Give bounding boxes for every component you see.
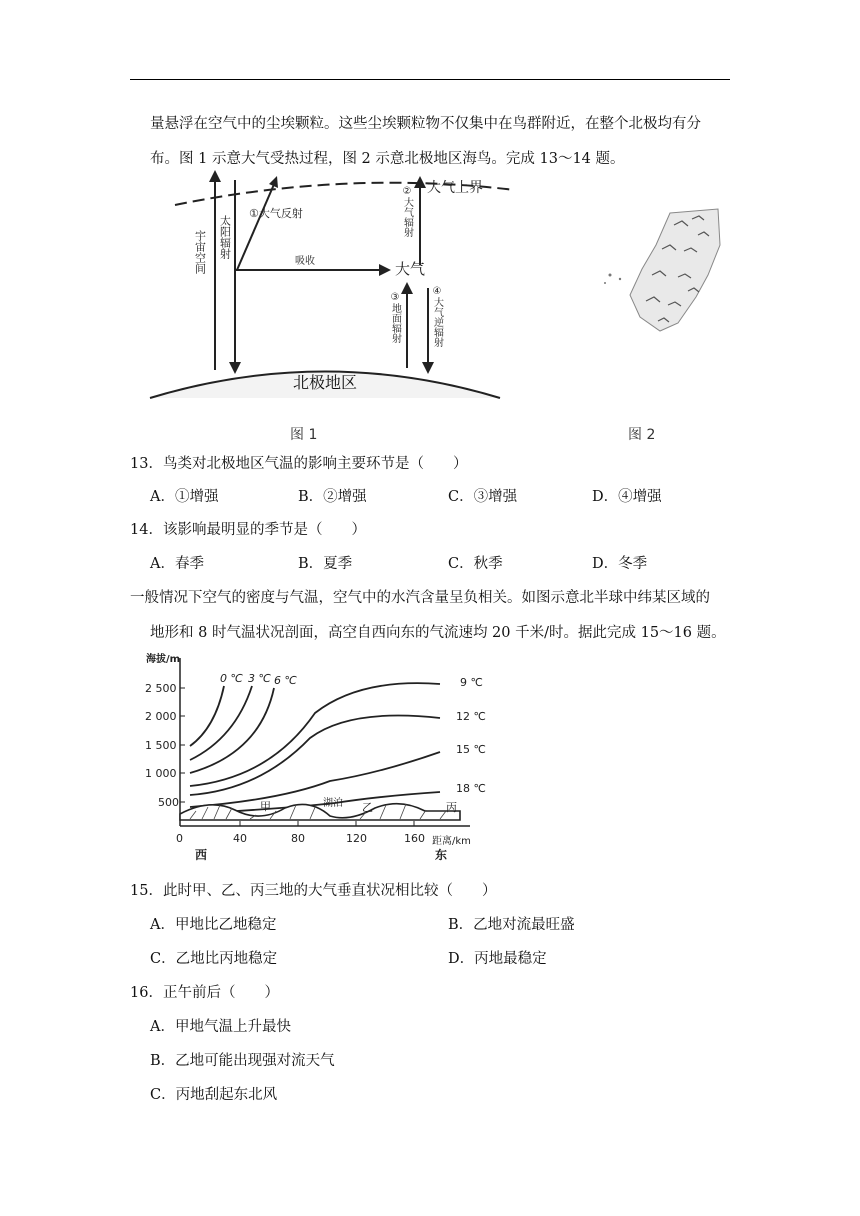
fig3-iso-15: 15 ℃ (456, 743, 486, 756)
figure-2-seabird-image (600, 205, 730, 335)
fig3-ytick: 1 500 (145, 739, 177, 752)
fig3-iso-12: 12 ℃ (456, 710, 486, 723)
fig3-place-lake: 湖泊 (323, 798, 343, 809)
fig3-iso-0: 0 ℃ (220, 672, 243, 685)
q14-option-a[interactable]: A．春季 (150, 556, 204, 572)
fig3-place-yi: 乙 (362, 801, 373, 814)
passage2-line2: 地形和 8 时气温状况剖面，高空自西向东的气流速均 20 千米/时。据此完成 15～16 题。 (150, 625, 726, 641)
fig3-xtick: 160 (404, 832, 425, 845)
fig1-caption: 图 1 (290, 427, 318, 443)
q16-option-a[interactable]: A．甲地气温上升最快 (150, 1019, 291, 1035)
fig1-label-3: ③地面辐射 (389, 292, 401, 343)
fig3-place-bing: 丙 (446, 801, 457, 814)
fig1-label-absorb: 吸收 (295, 256, 315, 267)
q15-option-a[interactable]: A．甲地比乙地稳定 (150, 917, 277, 933)
fig3-place-jia: 甲 (260, 800, 271, 813)
figure-1-atmosphere-heating (145, 170, 525, 410)
q15-option-d[interactable]: D．丙地最稳定 (448, 951, 547, 967)
fig3-iso-6: 6 ℃ (274, 674, 297, 687)
q15-option-c[interactable]: C．乙地比丙地稳定 (150, 951, 278, 967)
fig3-iso-18: 18 ℃ (456, 782, 486, 795)
q16-option-c[interactable]: C．丙地刮起东北风 (150, 1087, 278, 1103)
q15-option-b[interactable]: B．乙地对流最旺盛 (448, 917, 575, 933)
fig1-label-4: ④大气逆辐射 (431, 286, 443, 347)
fig3-xtick: 80 (291, 832, 305, 845)
passage1-line1: 量悬浮在空气中的尘埃颗粒。这些尘埃颗粒物不仅集中在鸟群附近，在整个北极均有分 (150, 116, 701, 132)
fig3-xlabel: 距离/km (432, 836, 471, 847)
q13-option-d[interactable]: D．④增强 (592, 489, 662, 505)
fig3-xtick: 120 (346, 832, 367, 845)
fig3-ytick: 1 000 (145, 767, 177, 780)
q13-stem: 13．鸟类对北极地区气温的影响主要环节是（ ） (130, 456, 468, 472)
q14-option-c[interactable]: C．秋季 (448, 556, 503, 572)
fig1-label-reflect: ①大气反射 (249, 207, 303, 220)
fig1-label-solar: 太阳辐射 (218, 215, 232, 259)
passage2-line1: 一般情况下空气的密度与气温，空气中的水汽含量呈负相关。如图示意北半球中纬某区域的 (130, 590, 710, 606)
passage1-line2: 布。图 1 示意大气受热过程，图 2 示意北极地区海鸟。完成 13～14 题。 (150, 151, 625, 167)
fig1-label-ground: 北极地区 (293, 373, 358, 392)
fig3-xtick: 40 (233, 832, 247, 845)
q14-stem: 14．该影响最明显的季节是（ ） (130, 522, 366, 538)
fig3-iso-9: 9 ℃ (460, 676, 483, 689)
fig3-ytick: 2 500 (145, 682, 177, 695)
fig2-caption: 图 2 (628, 427, 656, 443)
fig3-ylabel: 海拔/m (146, 654, 181, 665)
fig3-xtick: 0 (176, 832, 183, 845)
fig3-ytick: 500 (158, 796, 179, 809)
fig1-label-space: 宇宙空间 (193, 230, 207, 274)
q16-option-b[interactable]: B．乙地可能出现强对流天气 (150, 1053, 335, 1069)
header-rule (130, 79, 730, 80)
fig3-west: 西 (195, 848, 208, 862)
fig1-label-2: ②大气辐射 (401, 186, 413, 237)
q15-stem: 15．此时甲、乙、丙三地的大气垂直状况相比较（ ） (130, 883, 497, 899)
fig1-label-atmos: 大气 (395, 260, 426, 278)
q14-option-d[interactable]: D．冬季 (592, 556, 648, 572)
q13-option-c[interactable]: C．③增强 (448, 489, 518, 505)
fig3-east: 东 (435, 848, 448, 862)
fig3-iso-3: 3 ℃ (248, 672, 271, 685)
q16-stem: 16．正午前后（ ） (130, 985, 279, 1001)
q13-option-a[interactable]: A．①增强 (150, 489, 219, 505)
figure-3-temperature-profile (140, 648, 520, 863)
fig3-ytick: 2 000 (145, 710, 177, 723)
q14-option-b[interactable]: B．夏季 (298, 556, 353, 572)
fig1-label-top: 大气上界 (427, 180, 483, 196)
q13-option-b[interactable]: B．②增强 (298, 489, 367, 505)
